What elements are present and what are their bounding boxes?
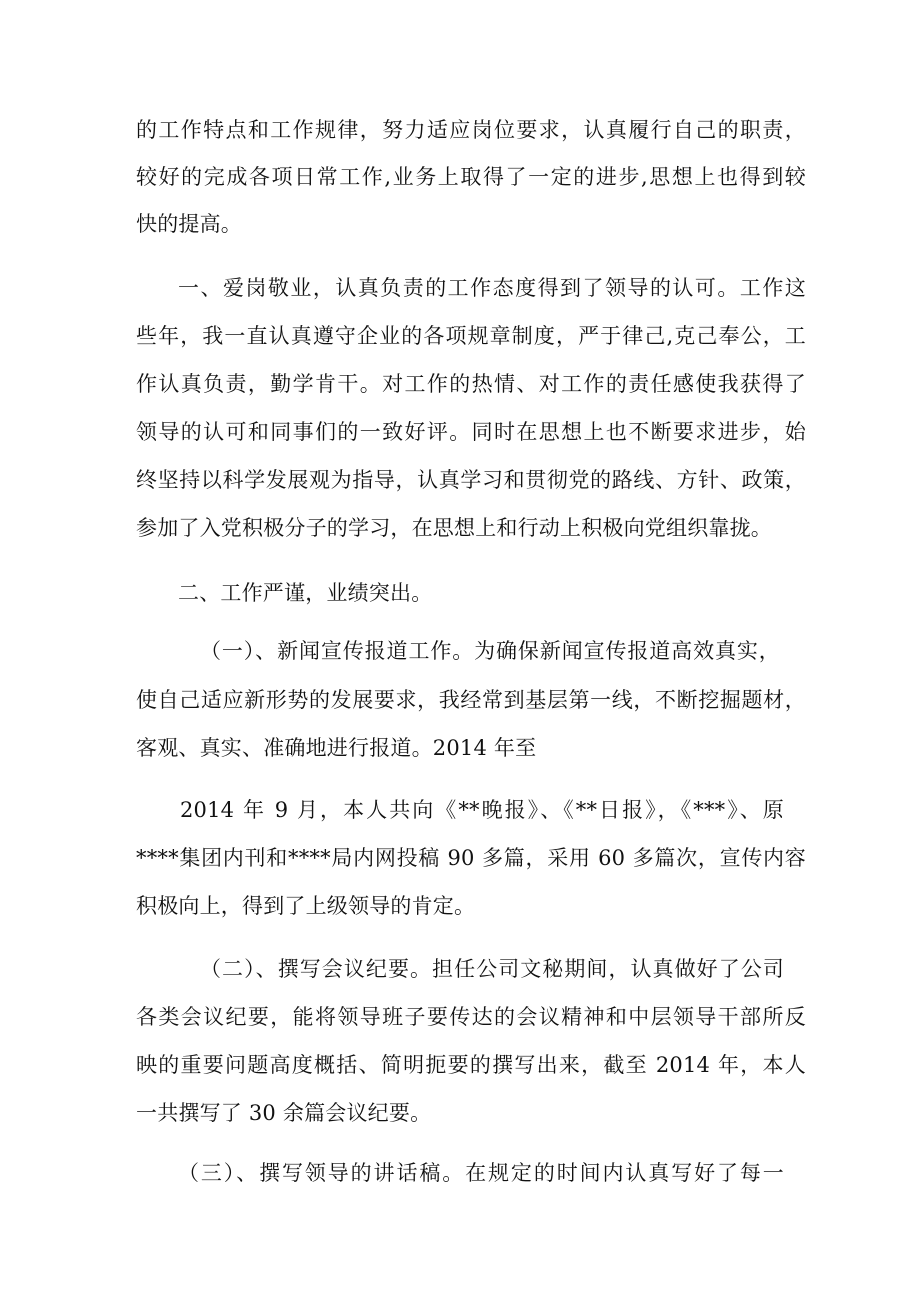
paragraph-line: 使自己适应新形势的发展要求，我经常到基层第一线，不断挖掘题材， xyxy=(136,688,806,712)
section-heading: 二、工作严谨，业绩突出。 xyxy=(178,581,433,605)
paragraph-line: 较好的完成各项日常工作,业务上取得了一定的进步,思想上也得到较 xyxy=(136,165,806,189)
paragraph-line: 领导的认可和同事们的一致好评。同时在思想上也不断要求进步，始 xyxy=(136,420,806,444)
paragraph-line: （二）、撰写会议纪要。担任公司文秘期间，认真做好了公司 xyxy=(200,957,784,981)
paragraph-line: 参加了入党积极分子的学习，在思想上和行动上积极向党组织靠拢。 xyxy=(136,516,772,540)
paragraph-line: 各类会议纪要，能将领导班子要传达的会议精神和中层领导干部所反 xyxy=(136,1005,806,1029)
paragraph-line: 作认真负责，勤学肯干。对工作的热情、对工作的责任感使我获得了 xyxy=(136,372,806,396)
paragraph-line: （三）、撰写领导的讲话稿。在规定的时间内认真写好了每一 xyxy=(178,1161,784,1185)
paragraph-line: 2014 年 9 月，本人共向《**晚报》、《**日报》，《***》、原 xyxy=(180,798,784,822)
paragraph-line: 客观、真实、准确地进行报道。2014 年至 xyxy=(136,736,537,760)
paragraph-line: 映的重要问题高度概括、简明扼要的撰写出来，截至 2014 年，本人 xyxy=(136,1053,806,1077)
paragraph-line: 一共撰写了 30 余篇会议纪要。 xyxy=(136,1101,432,1125)
paragraph-line: 些年，我一直认真遵守企业的各项规章制度，严于律己,克己奉公，工 xyxy=(136,324,806,348)
paragraph-line: 一、爱岗敬业，认真负责的工作态度得到了领导的认可。工作这 xyxy=(178,276,806,300)
paragraph-line: 积极向上，得到了上级领导的肯定。 xyxy=(136,894,476,918)
paragraph-line: （一）、新闻宣传报道工作。为确保新闻宣传报道高效真实， xyxy=(200,639,780,663)
paragraph-line: 终坚持以科学发展观为指导，认真学习和贯彻党的路线、方针、政策， xyxy=(136,468,806,492)
paragraph-line: ****集团内刊和****局内网投稿 90 多篇，采用 60 多篇次，宣传内容 xyxy=(136,846,806,870)
paragraph-line: 快的提高。 xyxy=(136,212,242,236)
paragraph-line: 的工作特点和工作规律，努力适应岗位要求，认真履行自己的职责， xyxy=(136,118,806,142)
